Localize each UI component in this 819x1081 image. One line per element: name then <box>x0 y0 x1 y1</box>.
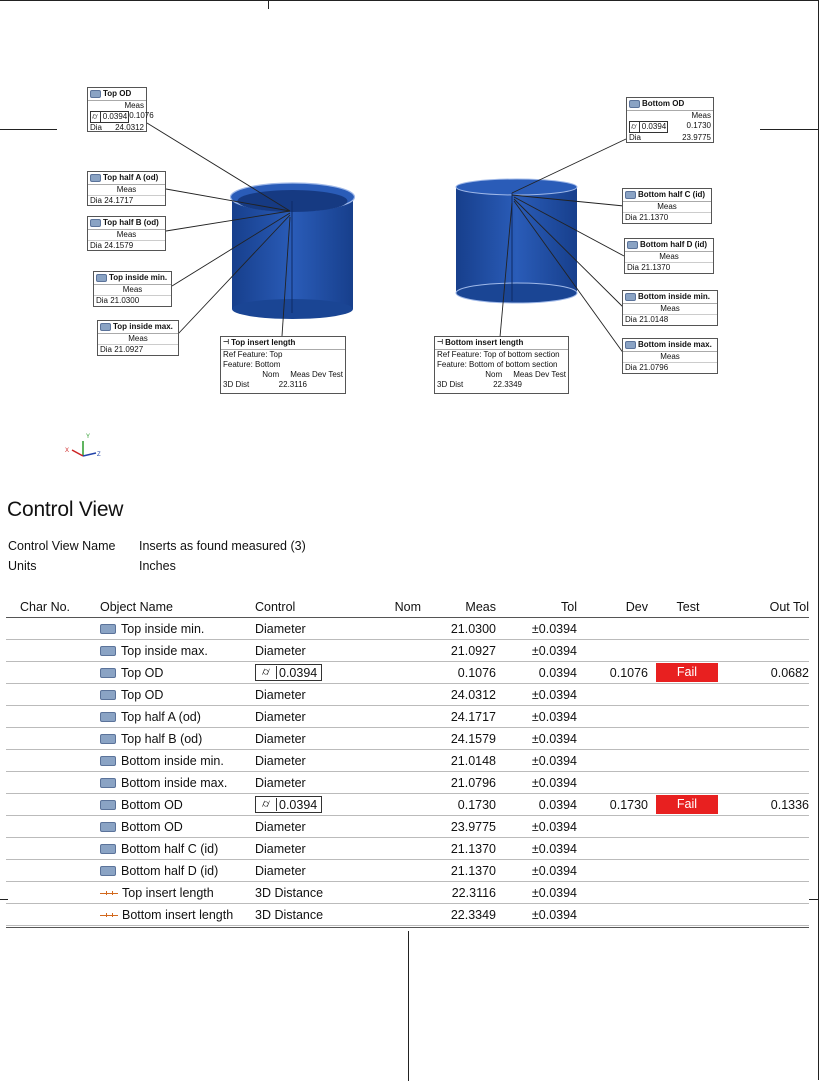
tol-cell: 0.0394 <box>496 794 577 816</box>
meas-cell: 24.1579 <box>421 728 496 750</box>
units-row <box>8 559 176 573</box>
diameter-icon <box>100 866 116 876</box>
char-no-cell <box>6 838 94 860</box>
object-name-cell <box>94 860 255 882</box>
col-meas: Meas <box>421 597 496 618</box>
tol-cell: ±0.0394 <box>496 618 577 640</box>
object-name: Top inside max. <box>121 643 208 658</box>
callout-title: Top OD <box>103 89 132 98</box>
diameter-icon <box>625 191 636 199</box>
dev-cell <box>577 618 648 640</box>
out-tol-cell <box>728 816 809 838</box>
object-name: Bottom OD <box>121 819 183 834</box>
test-cell <box>648 728 728 750</box>
gdt-frame: ⌭ 0.0394 <box>92 112 128 121</box>
gdt-frame <box>255 796 322 813</box>
control-cell <box>255 772 381 794</box>
cylindricity-icon: ⌭ <box>256 666 277 679</box>
diameter-icon <box>100 668 116 678</box>
out-tol-cell: 0.1336 <box>728 794 809 816</box>
object-name-cell <box>94 882 255 904</box>
table-row[interactable] <box>6 904 809 926</box>
table-end-rule <box>6 927 809 928</box>
out-tol-cell <box>728 838 809 860</box>
col-dev: Dev <box>577 597 648 618</box>
control-type: Diameter <box>255 753 306 768</box>
object-name: Bottom inside min. <box>121 753 224 768</box>
callout-value: 22.3349 <box>493 380 522 389</box>
diameter-icon <box>90 90 101 98</box>
nom-cell <box>381 794 421 816</box>
col-nom: Nom <box>381 597 421 618</box>
object-name-cell <box>94 816 255 838</box>
dev-cell <box>577 772 648 794</box>
tol-cell: ±0.0394 <box>496 882 577 904</box>
tol-cell: ±0.0394 <box>496 904 577 926</box>
diameter-icon <box>100 323 111 331</box>
diameter-icon <box>629 100 640 108</box>
control-type: 3D Distance <box>255 885 324 900</box>
callout-top-inside-max: Top inside max. Meas Dia 21.0927 <box>97 320 179 356</box>
fail-badge: Fail <box>656 795 718 814</box>
control-cell <box>255 750 381 772</box>
diameter-icon <box>625 293 636 301</box>
callout-value: Dia 21.1370 <box>625 213 669 222</box>
cylindricity-icon: ⌭ <box>256 798 277 811</box>
control-type: Diameter <box>255 841 306 856</box>
col-object-name: Object Name <box>94 597 255 618</box>
nom-cell <box>381 772 421 794</box>
control-cell <box>255 882 381 904</box>
callout-bottom-half-d: Bottom half D (id) Meas Dia 21.1370 <box>624 238 714 274</box>
dev-cell <box>577 706 648 728</box>
nom-cell <box>381 640 421 662</box>
axis-x-label: X <box>65 448 70 454</box>
dev-cell <box>577 684 648 706</box>
callout-value: Dia 21.0300 <box>96 296 140 305</box>
test-cell <box>648 618 728 640</box>
table-body <box>6 618 809 926</box>
col-tol: Tol <box>496 597 577 618</box>
char-no-cell <box>6 684 94 706</box>
tol-cell: ±0.0394 <box>496 816 577 838</box>
test-cell <box>648 662 728 684</box>
test-cell <box>648 816 728 838</box>
out-tol-cell <box>728 618 809 640</box>
callout-value: 23.9775 <box>682 133 711 142</box>
nom-cell <box>381 860 421 882</box>
col-control: Control <box>255 597 381 618</box>
control-cell <box>255 640 381 662</box>
control-cell <box>255 794 381 816</box>
diameter-icon <box>100 822 116 832</box>
table-row[interactable] <box>6 662 809 684</box>
callout-top-inside-min: Top inside min. Meas Dia 21.0300 <box>93 271 172 307</box>
meas-cell: 24.0312 <box>421 684 496 706</box>
results-table <box>6 597 809 926</box>
object-name: Top OD <box>121 687 164 702</box>
callout-value: Dia 21.1370 <box>627 263 671 272</box>
tol-cell: ±0.0394 <box>496 640 577 662</box>
control-type: Diameter <box>255 687 306 702</box>
diameter-icon <box>100 800 116 810</box>
control-value: 0.0394 <box>279 797 318 812</box>
tol-cell: ±0.0394 <box>496 750 577 772</box>
char-no-cell <box>6 618 94 640</box>
control-view-name-value: Inserts as found measured (3) <box>139 539 306 553</box>
table-row[interactable] <box>6 640 809 662</box>
diameter-icon <box>100 712 116 722</box>
meas-cell: 0.1076 <box>421 662 496 684</box>
callout-top-half-b: Top half B (od) Meas Dia 24.1579 <box>87 216 166 251</box>
col-char-no: Char No. <box>6 597 94 618</box>
object-name: Top half A (od) <box>121 709 201 724</box>
dev-cell <box>577 904 648 926</box>
fail-badge: Fail <box>656 663 718 682</box>
units-value: Inches <box>139 559 176 573</box>
page-split-line <box>408 931 409 1081</box>
table-row[interactable] <box>6 882 809 904</box>
table-row[interactable] <box>6 706 809 728</box>
nom-cell <box>381 838 421 860</box>
table-row[interactable] <box>6 772 809 794</box>
table-row[interactable] <box>6 750 809 772</box>
meas-cell: 21.0148 <box>421 750 496 772</box>
callout-top-half-a: Top half A (od) Meas Dia 24.1717 <box>87 171 166 206</box>
table-header-row <box>6 597 809 618</box>
nom-cell <box>381 662 421 684</box>
distance-icon: ⊣ <box>223 339 230 346</box>
char-no-cell <box>6 882 94 904</box>
meas-cell: 21.0300 <box>421 618 496 640</box>
meas-cell: 22.3116 <box>421 882 496 904</box>
nom-cell <box>381 750 421 772</box>
control-cell <box>255 838 381 860</box>
object-name: Bottom half C (id) <box>121 841 219 856</box>
object-name-cell <box>94 662 255 684</box>
dev-cell <box>577 640 648 662</box>
object-name: Bottom insert length <box>122 907 234 922</box>
out-tol-cell <box>728 772 809 794</box>
axis-triad-icon <box>65 434 101 458</box>
meas-cell: 0.1730 <box>421 794 496 816</box>
out-tol-cell <box>728 706 809 728</box>
distance-icon <box>100 889 118 897</box>
meas-cell: 21.0927 <box>421 640 496 662</box>
test-cell <box>648 794 728 816</box>
control-type: Diameter <box>255 621 306 636</box>
callout-value: 0.1076 <box>129 111 154 120</box>
dev-cell <box>577 816 648 838</box>
control-type: Diameter <box>255 709 306 724</box>
callout-bottom-od: Bottom OD Meas ⌭ 0.0394 0.1730 Dia 23.9775 <box>626 97 714 143</box>
diameter-icon <box>100 624 116 634</box>
control-cell <box>255 684 381 706</box>
test-cell <box>648 772 728 794</box>
diameter-icon <box>100 646 116 656</box>
char-no-cell <box>6 662 94 684</box>
table-row[interactable] <box>6 816 809 838</box>
nom-cell <box>381 816 421 838</box>
callout-value: Dia 21.0927 <box>100 345 144 354</box>
nom-cell <box>381 728 421 750</box>
diameter-icon <box>90 174 101 182</box>
char-no-cell <box>6 860 94 882</box>
control-type: Diameter <box>255 775 306 790</box>
tol-cell: ±0.0394 <box>496 728 577 750</box>
dev-cell: 0.1076 <box>577 662 648 684</box>
callout-value: 0.1730 <box>686 121 711 130</box>
diameter-icon <box>627 241 638 249</box>
out-tol-cell <box>728 860 809 882</box>
object-name: Top half B (od) <box>121 731 203 746</box>
object-name-cell <box>94 728 255 750</box>
object-name-cell <box>94 772 255 794</box>
distance-icon <box>100 911 118 919</box>
table-row[interactable] <box>6 838 809 860</box>
object-name-cell <box>94 618 255 640</box>
meas-cell: 24.1717 <box>421 706 496 728</box>
dev-cell <box>577 838 648 860</box>
tol-cell: ±0.0394 <box>496 838 577 860</box>
test-cell <box>648 860 728 882</box>
dev-cell <box>577 860 648 882</box>
dev-cell <box>577 882 648 904</box>
cylindricity-icon: ⌭ <box>92 112 101 122</box>
object-name: Bottom half D (id) <box>121 863 219 878</box>
diameter-icon <box>100 756 116 766</box>
nom-cell <box>381 618 421 640</box>
test-cell <box>648 904 728 926</box>
meas-cell: 22.3349 <box>421 904 496 926</box>
nom-cell <box>381 882 421 904</box>
dev-cell: 0.1730 <box>577 794 648 816</box>
char-no-cell <box>6 640 94 662</box>
char-no-cell <box>6 816 94 838</box>
control-type: Diameter <box>255 819 306 834</box>
object-name-cell <box>94 750 255 772</box>
char-no-cell <box>6 772 94 794</box>
bottom-insert-model <box>456 179 577 303</box>
diameter-icon <box>100 844 116 854</box>
meas-cell: 21.0796 <box>421 772 496 794</box>
col-out-tol: Out Tol <box>728 597 809 618</box>
callout-value: Dia 21.0796 <box>625 363 669 372</box>
gdt-frame <box>255 664 322 681</box>
control-cell <box>255 618 381 640</box>
test-cell <box>648 684 728 706</box>
diameter-icon <box>90 219 101 227</box>
axis-z-label: Z <box>97 452 101 458</box>
control-value: 0.0394 <box>279 665 318 680</box>
control-view-name-label: Control View Name <box>8 539 116 553</box>
table-row[interactable] <box>6 684 809 706</box>
tol-cell: ±0.0394 <box>496 684 577 706</box>
object-name-cell <box>94 794 255 816</box>
object-name-cell <box>94 684 255 706</box>
units-label: Units <box>8 559 37 573</box>
diameter-icon <box>625 341 636 349</box>
control-cell <box>255 904 381 926</box>
out-tol-cell: 0.0682 <box>728 662 809 684</box>
tol-cell: ±0.0394 <box>496 706 577 728</box>
object-name-cell <box>94 904 255 926</box>
control-cell <box>255 860 381 882</box>
control-type: Diameter <box>255 863 306 878</box>
object-name-cell <box>94 838 255 860</box>
control-view-name-row <box>8 539 306 553</box>
meas-cell: 21.1370 <box>421 838 496 860</box>
table-row[interactable] <box>6 860 809 882</box>
control-cell <box>255 816 381 838</box>
crop-mark-bottom-right <box>809 899 819 900</box>
object-name: Bottom inside max. <box>121 775 228 790</box>
char-no-cell <box>6 904 94 926</box>
test-cell <box>648 882 728 904</box>
callout-top-insert-length: ⊣ Top insert length Ref Feature: Top Feature: Bottom Nom Meas Dev Test 3D Dist 22.3116 <box>220 336 346 394</box>
dev-cell <box>577 750 648 772</box>
test-cell <box>648 750 728 772</box>
control-cell <box>255 662 381 684</box>
test-cell <box>648 640 728 662</box>
object-name: Top OD <box>121 665 164 680</box>
tol-cell: ±0.0394 <box>496 772 577 794</box>
distance-icon: ⊣ <box>437 339 444 346</box>
table-row[interactable] <box>6 728 809 750</box>
char-no-cell <box>6 794 94 816</box>
callout-value: Dia 24.1717 <box>90 196 134 205</box>
callout-value: Dia 21.0148 <box>625 315 669 324</box>
test-cell <box>648 706 728 728</box>
out-tol-cell <box>728 750 809 772</box>
diameter-icon <box>100 690 116 700</box>
char-no-cell <box>6 706 94 728</box>
callout-bottom-half-c: Bottom half C (id) Meas Dia 21.1370 <box>622 188 712 224</box>
object-name: Bottom OD <box>121 797 183 812</box>
out-tol-cell <box>728 882 809 904</box>
callout-value: Dia 24.1579 <box>90 241 134 250</box>
cylindricity-icon: ⌭ <box>631 122 640 132</box>
diameter-icon <box>96 274 107 282</box>
col-test: Test <box>648 597 728 618</box>
callout-bottom-inside-min: Bottom inside min. Meas Dia 21.0148 <box>622 290 718 326</box>
control-cell <box>255 706 381 728</box>
diameter-icon <box>100 734 116 744</box>
char-no-cell <box>6 750 94 772</box>
callout-value: 22.3116 <box>278 380 307 389</box>
control-type: Diameter <box>255 731 306 746</box>
nom-cell <box>381 684 421 706</box>
out-tol-cell <box>728 728 809 750</box>
tol-cell: 0.0394 <box>496 662 577 684</box>
section-title: Control View <box>7 498 124 521</box>
test-cell <box>648 838 728 860</box>
callout-col-header: Meas <box>124 101 144 110</box>
gdt-frame: ⌭ 0.0394 <box>631 122 667 131</box>
control-type: Diameter <box>255 643 306 658</box>
dev-cell <box>577 728 648 750</box>
control-cell <box>255 728 381 750</box>
diameter-icon <box>100 778 116 788</box>
out-tol-cell <box>728 640 809 662</box>
nom-cell <box>381 904 421 926</box>
callout-value: 24.0312 <box>115 123 144 132</box>
callout-bottom-insert-length: ⊣ Bottom insert length Ref Feature: Top of bottom section Feature: Bottom of bottom section Nom Meas Dev Test 3D Dist 22.3349 <box>434 336 569 394</box>
object-name-cell <box>94 706 255 728</box>
object-name: Top insert length <box>122 885 214 900</box>
tol-cell: ±0.0394 <box>496 860 577 882</box>
out-tol-cell <box>728 904 809 926</box>
char-no-cell <box>6 728 94 750</box>
out-tol-cell <box>728 684 809 706</box>
axis-y-label: Y <box>86 434 91 440</box>
meas-cell: 21.1370 <box>421 860 496 882</box>
nom-cell <box>381 706 421 728</box>
callout-bottom-inside-max: Bottom inside max. Meas Dia 21.0796 <box>622 338 718 374</box>
table-row[interactable] <box>6 794 809 816</box>
object-name-cell <box>94 640 255 662</box>
meas-cell: 23.9775 <box>421 816 496 838</box>
table-row[interactable] <box>6 618 809 640</box>
object-name: Top inside min. <box>121 621 205 636</box>
callout-top-od: Top OD Meas ⌭ 0.0394 0.1076 Dia 24.0312 <box>87 87 147 132</box>
control-type: 3D Distance <box>255 907 324 922</box>
